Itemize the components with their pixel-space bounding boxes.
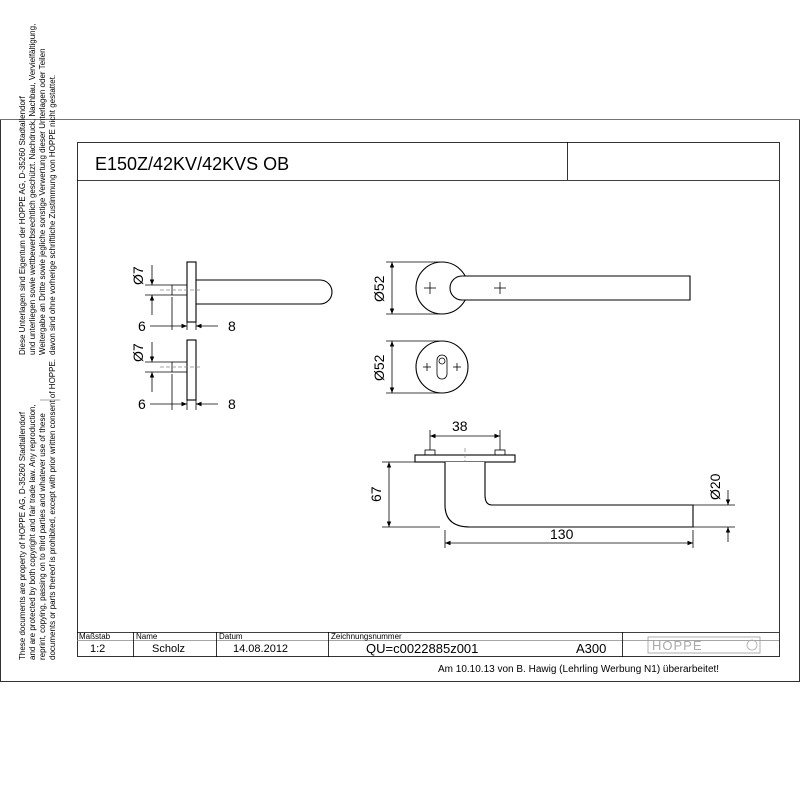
side-view-handle	[130, 262, 332, 334]
svg-text:HOPPE: HOPPE	[652, 638, 703, 653]
svg-text:reprint, copying, passing on t: reprint, copying, passing on to third parties and whatever use of these	[38, 413, 47, 660]
front-view-escutcheon	[371, 341, 468, 393]
date-value: 14.08.2012	[233, 643, 289, 655]
format-value: A300	[576, 641, 607, 656]
svg-text:documents or parts thereof is: documents or parts thereof is prohibited, except with prior written consent of HOPPE.	[48, 358, 57, 660]
revision-note: Am 10.10.13 von B. Hawig (Lehrling Werbung N1) überarbeitet!	[438, 664, 720, 675]
drawing-title: E150Z/42KV/42KVS OB	[95, 154, 290, 174]
notice-english	[18, 359, 57, 660]
drawing-no-value: QU=c0022885z001	[366, 641, 479, 656]
name-value: Scholz	[152, 643, 186, 655]
title-block	[77, 632, 779, 657]
name-label: Name	[136, 632, 158, 641]
scale-label: Maßstab	[79, 632, 111, 641]
svg-text:Diese Unterlagen sind Eigentum: Diese Unterlagen sind Eigentum der HOPPE AG, D-35260 Stadtallendorf	[18, 96, 27, 355]
hoppe-logo	[648, 637, 760, 653]
scale-value: 1:2	[90, 643, 106, 655]
drawing-frame	[78, 143, 780, 657]
top-view-handle	[368, 418, 735, 548]
svg-text:davon sind ohne vorherige schr: davon sind ohne vorherige schriftliche Zustimmung von HOPPE nicht gestattet.	[48, 74, 57, 355]
dim-d7-top: Ø7	[130, 266, 146, 285]
svg-text:and are protected by both copy: and are protected by both copyright and fair trade law. Any reproduction,	[28, 404, 37, 660]
dim-d7-bottom: Ø7	[130, 343, 146, 362]
drawing-no-label: Zeichnungsnummer	[331, 632, 402, 641]
dim-8-bottom: 8	[228, 396, 236, 412]
svg-text:These documents are property o: These documents are property of HOPPE AG, D-35260 Stadtallendorf	[18, 411, 27, 660]
dim-8-top: 8	[228, 318, 236, 334]
front-view-handle	[371, 262, 690, 314]
dim-d52-top: Ø52	[371, 275, 387, 302]
outer-frame	[1, 120, 800, 682]
dim-6-top: 6	[138, 318, 146, 334]
svg-text:Weitergabe an Dritte sowie jeg: Weitergabe an Dritte sowie jegliche sonstige Verwertung dieser Unterlagen oder Teilen	[38, 48, 47, 355]
dim-67: 67	[368, 486, 384, 502]
date-label: Datum	[219, 632, 243, 641]
dim-d52-bottom: Ø52	[371, 354, 387, 381]
dim-38: 38	[452, 418, 468, 434]
dim-130: 130	[550, 526, 574, 542]
notice-german	[18, 24, 57, 355]
side-view-escutcheon	[130, 340, 236, 412]
dim-d20: Ø20	[707, 473, 723, 500]
dim-6-bottom: 6	[138, 396, 146, 412]
svg-text:und unterliegen sowie wettbewe: und unterliegen sowie wettbewerbsrechtlich geschützt. Nachdruck, Nachbau, Vervielfältigung,	[28, 23, 37, 355]
